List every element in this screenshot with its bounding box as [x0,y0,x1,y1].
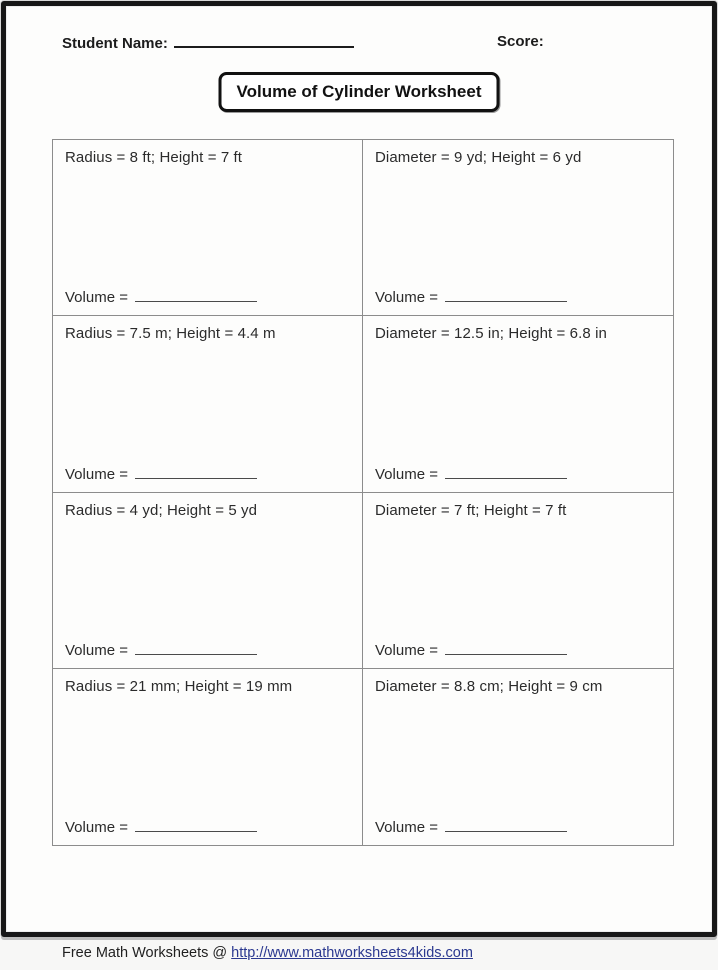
problem-prompt: Radius = 4 yd; Height = 5 yd [65,501,258,519]
volume-label: Volume = [375,641,438,659]
problem-cell-7 [53,669,363,845]
volume-label: Volume = [375,819,438,836]
volume-label: Volume = [65,641,128,659]
problem-prompt: Radius = 8 ft; Height = 7 ft [65,149,243,166]
student-name-blank-line [174,33,354,48]
footer-text: Free Math Worksheets @ [62,945,232,961]
problem-cell-2 [363,140,673,316]
volume-answer-line [135,465,257,479]
volume-answer-line [135,288,257,302]
score-label: Score: [497,33,544,50]
problem-cell-6 [363,493,673,669]
volume-label: Volume = [65,465,128,483]
worksheet-title: Volume of Cylinder Worksheet [219,72,500,112]
problem-prompt: Diameter = 9 yd; Height = 6 yd [375,149,582,166]
problem-cell-4 [363,316,673,492]
problem-prompt: Diameter = 7 ft; Height = 7 ft [375,501,567,519]
volume-label: Volume = [65,819,128,836]
volume-label: Volume = [375,289,438,307]
worksheet-page-frame [1,1,717,937]
volume-answer-line [445,465,567,479]
footer [62,945,473,961]
problem-prompt: Radius = 21 mm; Height = 19 mm [65,677,293,695]
volume-answer-line [445,818,567,832]
problem-prompt: Diameter = 8.8 cm; Height = 9 cm [375,677,603,695]
problem-cell-3 [53,316,363,492]
problem-prompt: Diameter = 12.5 in; Height = 6.8 in [375,325,607,343]
footer-link[interactable]: http://www.mathworksheets4kids.com [231,945,473,961]
student-name-label: Student Name: [62,35,168,52]
volume-label: Volume = [65,289,128,307]
volume-answer-line [135,641,257,655]
volume-answer-line [445,641,567,655]
problem-cell-8 [363,669,673,845]
volume-answer-line [445,288,567,302]
volume-label: Volume = [375,465,438,483]
problem-cell-5 [53,493,363,669]
problem-prompt: Radius = 7.5 m; Height = 4.4 m [65,325,276,343]
problems-grid [52,139,674,846]
volume-answer-line [135,818,257,832]
student-name-field [62,33,354,52]
problem-cell-1 [53,140,363,316]
